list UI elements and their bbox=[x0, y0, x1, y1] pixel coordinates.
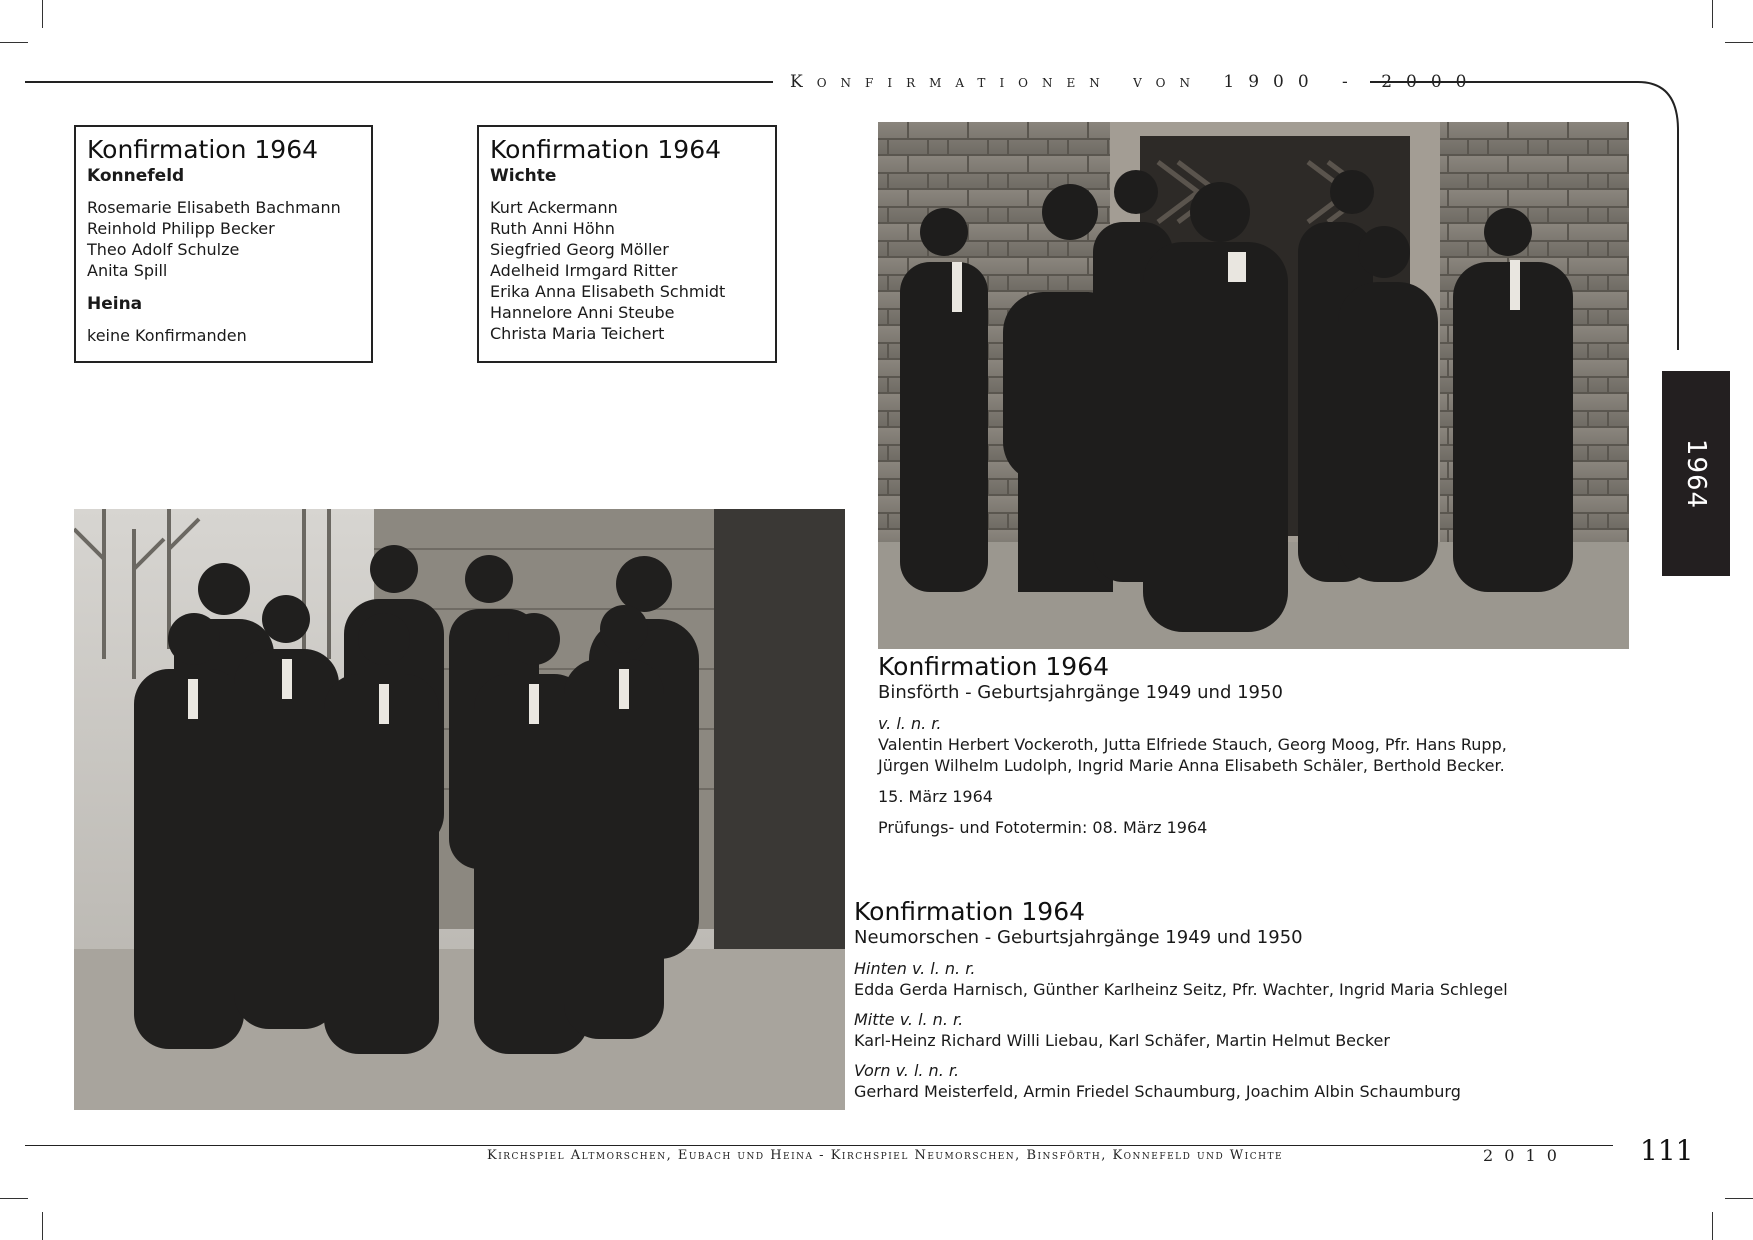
binsfoerth-photo bbox=[878, 122, 1629, 649]
binsfoerth-caption bbox=[878, 652, 1638, 848]
neumorschen-row-names: Gerhard Meisterfeld, Armin Friedel Schaumburg, Joachim Albin Schaumburg bbox=[854, 1082, 1461, 1101]
binsfoerth-exam-date: Prüfungs- und Fototermin: 08. März 1964 bbox=[878, 818, 1208, 837]
neumorschen-row-names: Edda Gerda Harnisch, Günther Karlheinz Seitz, Pfr. Wachter, Ingrid Maria Schlegel bbox=[854, 980, 1508, 999]
crop-mark bbox=[42, 0, 43, 28]
crop-mark bbox=[42, 1212, 43, 1240]
konnefeld-name: Rosemarie Elisabeth Bachmann bbox=[87, 198, 341, 217]
wichte-title: Konfirmation 1964 bbox=[490, 135, 722, 164]
wichte-place: Wichte bbox=[490, 166, 557, 186]
neumorschen-subtitle: Neumorschen - Geburtsjahrgänge 1949 und 1950 bbox=[854, 927, 1303, 948]
wichte-name: Erika Anna Elisabeth Schmidt bbox=[490, 282, 726, 301]
binsfoerth-order-label: v. l. n. r. bbox=[878, 714, 942, 733]
binsfoerth-subtitle: Binsförth - Geburtsjahrgänge 1949 und 1950 bbox=[878, 682, 1283, 703]
konnefeld-title: Konfirmation 1964 bbox=[87, 135, 319, 164]
crop-mark bbox=[0, 1198, 28, 1199]
binsfoerth-names: Valentin Herbert Vockeroth, Jutta Elfriede Stauch, Georg Moog, Pfr. Hans Rupp, bbox=[878, 735, 1507, 754]
wichte-name: Christa Maria Teichert bbox=[490, 324, 665, 343]
wichte-name: Adelheid Irmgard Ritter bbox=[490, 261, 678, 280]
neumorschen-row-label: Hinten v. l. n. r. bbox=[854, 959, 976, 978]
binsfoerth-date: 15. März 1964 bbox=[878, 787, 993, 806]
crop-mark bbox=[1725, 1198, 1753, 1199]
konnefeld-name: Anita Spill bbox=[87, 261, 168, 280]
konnefeld-box bbox=[74, 125, 373, 363]
heina-note: keine Konfirmanden bbox=[87, 326, 247, 345]
neumorschen-caption bbox=[854, 897, 1644, 1112]
year-tab-label: 1964 bbox=[1681, 438, 1711, 509]
wichte-name: Hannelore Anni Steube bbox=[490, 303, 675, 322]
binsfoerth-names: Jürgen Wilhelm Ludolph, Ingrid Marie Anna Elisabeth Schäler, Berthold Becker. bbox=[878, 756, 1505, 775]
neumorschen-photo bbox=[74, 509, 845, 1110]
header-title: Konfirmationen von 1900 - 2000 bbox=[790, 72, 1481, 92]
neumorschen-row-label: Mitte v. l. n. r. bbox=[854, 1010, 964, 1029]
wichte-box bbox=[477, 125, 777, 363]
crop-mark bbox=[1712, 0, 1713, 28]
header-rule-left bbox=[25, 81, 773, 83]
binsfoerth-title: Konfirmation 1964 bbox=[878, 652, 1110, 681]
page-number: 111 bbox=[1640, 1134, 1694, 1167]
footer-rule bbox=[25, 1145, 1613, 1146]
konnefeld-name: Theo Adolf Schulze bbox=[87, 240, 240, 259]
footer-year: 2 0 1 0 bbox=[1483, 1146, 1560, 1165]
wichte-name: Siegfried Georg Möller bbox=[490, 240, 669, 259]
year-tab bbox=[1662, 371, 1730, 576]
crop-mark bbox=[0, 42, 28, 43]
konnefeld-name: Reinhold Philipp Becker bbox=[87, 219, 275, 238]
heina-place: Heina bbox=[87, 294, 143, 314]
crop-mark bbox=[1712, 1212, 1713, 1240]
konnefeld-place: Konnefeld bbox=[87, 166, 185, 186]
crop-mark bbox=[1725, 42, 1753, 43]
neumorschen-row-label: Vorn v. l. n. r. bbox=[854, 1061, 960, 1080]
neumorschen-row-names: Karl-Heinz Richard Willi Liebau, Karl Schäfer, Martin Helmut Becker bbox=[854, 1031, 1390, 1050]
wichte-name: Ruth Anni Höhn bbox=[490, 219, 615, 238]
footer-text: Kirchspiel Altmorschen, Eubach und Heina - Kirchspiel Neumorschen, Binsförth, Konnefeld und Wichte bbox=[487, 1148, 1284, 1163]
wichte-name: Kurt Ackermann bbox=[490, 198, 618, 217]
neumorschen-title: Konfirmation 1964 bbox=[854, 897, 1086, 926]
